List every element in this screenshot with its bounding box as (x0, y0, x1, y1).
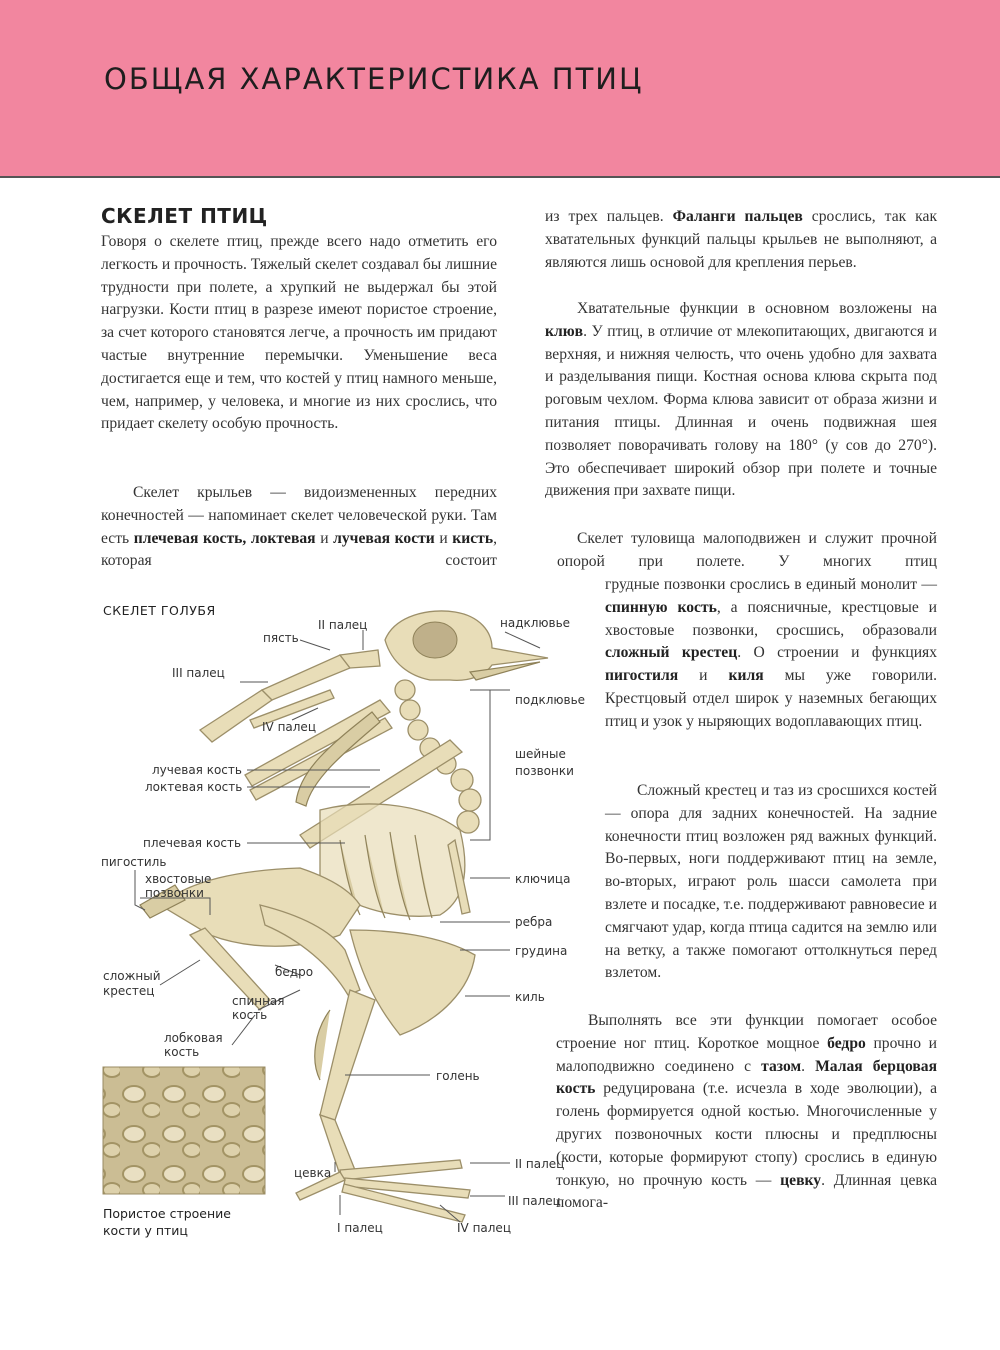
porous-bone-caption (103, 1205, 231, 1239)
label-toe-3: III палец (508, 1194, 561, 1208)
label-tail-vertebrae-2: позвонки (145, 886, 204, 900)
label-sternum: грудина (515, 944, 568, 958)
right-paragraph-1: из трех пальцев. Фаланги пальцев срослись, так как хватательных функций пальцы крыльев не выполняют, а являются лишь основой для крепления перьев. (545, 208, 938, 271)
label-lower-beak: подклювье (515, 693, 586, 707)
label-keel: киль (515, 990, 545, 1004)
label-toe-2: II палец (515, 1157, 565, 1171)
label-upper-beak: надклювье (500, 616, 571, 630)
page-title: ОБЩАЯ ХАРАКТЕРИСТИКА ПТИЦ (104, 62, 644, 96)
label-pygostyle: пигостиль (101, 855, 167, 869)
label-tarsus: цевка (294, 1166, 332, 1180)
label-ribs: ребра (515, 915, 553, 929)
porous-bone-photo (103, 1067, 265, 1194)
label-notarium-2: кость (232, 1008, 268, 1022)
label-tail-vertebrae-1: хвостовые (145, 872, 212, 886)
label-pubis-2: кость (164, 1045, 200, 1059)
leg-bones (296, 990, 470, 1222)
right-paragraph-2: Хватательные функции в основном возложены на клюв. У птиц, в отличие от млекопитающих, двигаются и верхняя, и нижняя челюсть, что очень удобно для захвата и разделывания пищи. Костная основа клюва скрыта под роговым чехлом. Форма клюва зависит от образа жизни и питания птицы. Длинная и очень подвижная шея позволяет поворачивать голову на 180° (у сов до 270°). Это обеспечивает широкий обзор при полете и точные движения при захвате пищи. (545, 300, 937, 500)
right-paragraph-5: Выполнять все эти функции помогает особое строение ног птиц. Короткое мощное бедро прочно и малоподвижно соединено с тазом. Малая берцовая кость редуцирована (т.е. исчезла в ходе эволюции), а голень формируется одной костью. Многочисленные у других позвоночных кости плюсны и предплюсны (кости, которые формируют стопу) срослись в единую тонкую, но прочную кость — цевку. Длинная цевка помога- (556, 1012, 938, 1212)
figure-title: СКЕЛЕТ ГОЛУБЯ (103, 603, 216, 618)
label-tibia: голень (436, 1069, 480, 1083)
label-cervical-2: позвонки (515, 764, 574, 778)
label-femur: бедро (275, 965, 314, 979)
label-cervical-1: шейные (515, 747, 566, 761)
label-synsacrum-1: сложный (103, 969, 161, 983)
label-toe-4: IV палец (457, 1221, 511, 1235)
label-synsacrum-2: крестец (103, 984, 155, 998)
label-metacarpus: пясть (263, 631, 299, 645)
label-toe-1: I палец (337, 1221, 383, 1235)
section-title: СКЕЛЕТ ПТИЦ (101, 204, 268, 228)
label-notarium-1: спинная (232, 994, 285, 1008)
right-paragraph-4: Сложный крестец и таз из сросшихся костей — опора для задних конечностей. На задние конечности птиц возложен ряд важных функций. Во-первых, ноги поддерживают птиц на земле, во-вторых, играют роль шасси самолета при взлете и посадке, т.е. поддерживают равновесие и смягчают удар, когда птица садится на землю или на ветку, а также помогают оттолкнуться перед взлетом. (605, 782, 937, 982)
caption-line-2: кости у птиц (103, 1223, 188, 1238)
label-finger-3-wing: III палец (172, 666, 225, 680)
label-ulna: локтевая кость (145, 780, 243, 794)
left-paragraph-2: Скелет крыльев — видоизмененных передних конечностей — напоминает скелет человеческой руки. Там есть плечевая кость, локтевая и лучевая кости и кисть, которая состоит (101, 484, 497, 570)
label-humerus: плечевая кость (143, 836, 242, 850)
label-radius: лучевая кость (152, 763, 242, 777)
left-paragraph-1: Говоря о скелете птиц, прежде всего надо отметить его легкость и прочность. Тяжелый скелет создавал бы лишние трудности при полете, а хрупкий не выдержал бы этой нагрузки. Кости птиц в разрезе имеют пористое строение, за счет которого становятся легче, а прочность им придают частые внутренние перемычки. Уменьшение веса достигается еще и тем, что костей у птиц намного меньше, чем, например, у человека, и многие из них срослись, что придает скелету особую прочность. (101, 233, 497, 433)
caption-line-1: Пористое строение (103, 1206, 231, 1221)
label-finger-4-wing: IV палец (262, 720, 316, 734)
label-pubis-1: лобковая (164, 1031, 223, 1045)
label-finger-2: II палец (318, 618, 368, 632)
right-paragraph-3-start: Скелет туловища малоподвижен и служит прочной опорой при полете. У многих птиц (557, 530, 937, 570)
eye-socket (413, 622, 457, 658)
right-paragraph-3-cont: грудные позвонки срослись в единый монолит — спинную кость, а поясничные, крестцовые и хвостовые позвонки, сросшись, образовали сложный крестец. О строении и функциях пигостиля и киля мы уже говорили. Крестцовый отдел широк у наземных бегающих птиц и узок у ныряющих водоплавающих птиц. (605, 576, 938, 730)
label-clavicle: ключица (515, 872, 571, 886)
